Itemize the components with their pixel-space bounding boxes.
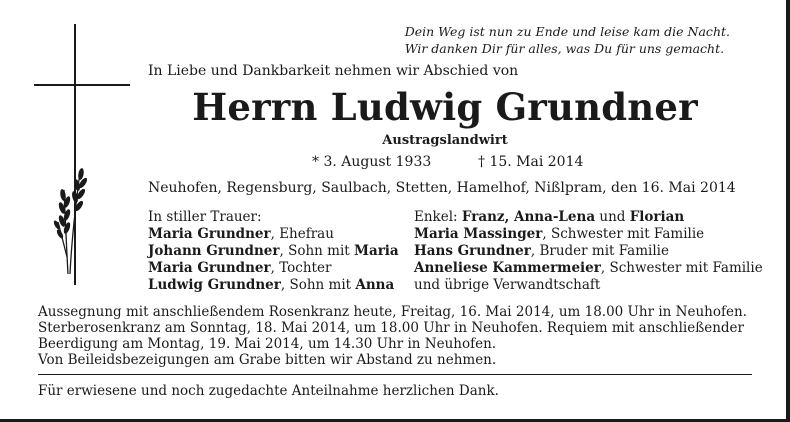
mourner-entry: Hans Grundner, Bruder mit Familie: [414, 243, 669, 259]
frame-border-right: [786, 0, 790, 422]
mourner-entry: Johann Grundner, Sohn mit Maria: [148, 243, 399, 259]
relatives-entry: und übrige Verwandtschaft: [414, 277, 601, 293]
verse-quote: [405, 23, 730, 57]
mourners-left-column: [148, 209, 399, 294]
service-line-3: Beerdigung am Montag, 19. Mai 2014, um 14.30 Uhr in Neuhofen.: [38, 336, 497, 352]
cross-with-wheat-icon: [22, 22, 132, 287]
divider-line: [38, 374, 752, 375]
deceased-occupation: Austragslandwirt: [382, 133, 508, 148]
verse-line-2: Wir danken Dir für alles, was Du für uns gemacht.: [404, 41, 725, 56]
mourner-entry: Maria Massinger, Schwester mit Familie: [414, 226, 705, 242]
mourners-right-column: [414, 209, 763, 294]
mourner-entry: Maria Grundner, Tochter: [148, 260, 332, 276]
condolence-note: Von Beileidsbezeigungen am Grabe bitten wir Abstand zu nehmen.: [38, 352, 497, 368]
death-date: † 15. Mai 2014: [478, 154, 584, 170]
mourner-entry: Maria Grundner, Ehefrau: [148, 226, 334, 242]
mourner-entry: Ludwig Grundner, Sohn mit Anna: [148, 277, 395, 293]
verse-line-1: Dein Weg ist nun zu Ende und leise kam die Nacht.: [404, 24, 730, 39]
birth-date: * 3. August 1933: [312, 154, 432, 170]
thanks-text: Für erwiesene und noch zugedachte Anteilnahme herzlichen Dank.: [38, 383, 499, 399]
service-line-2: Sterberosenkranz am Sonntag, 18. Mai 2014, um 18.00 Uhr in Neuhofen. Requiem mit anschließender: [38, 320, 744, 336]
mourners-heading: In stiller Trauer:: [148, 209, 262, 225]
service-info: [38, 304, 747, 352]
places-and-date: Neuhofen, Regensburg, Saulbach, Stetten, Hamelhof, Nißlpram, den 16. Mai 2014: [148, 180, 736, 196]
intro-text: In Liebe und Dankbarkeit nehmen wir Abschied von: [148, 63, 519, 79]
mourner-entry: Anneliese Kammermeier, Schwester mit Familie: [414, 260, 763, 276]
service-line-1: Aussegnung mit anschließendem Rosenkranz heute, Freitag, 16. Mai 2014, um 18.00 Uhr in Neuhofen.: [38, 304, 747, 320]
deceased-name: Herrn Ludwig Grundner: [192, 85, 698, 129]
grandchildren-entry: Enkel: Franz, Anna-Lena und Florian: [414, 209, 685, 225]
